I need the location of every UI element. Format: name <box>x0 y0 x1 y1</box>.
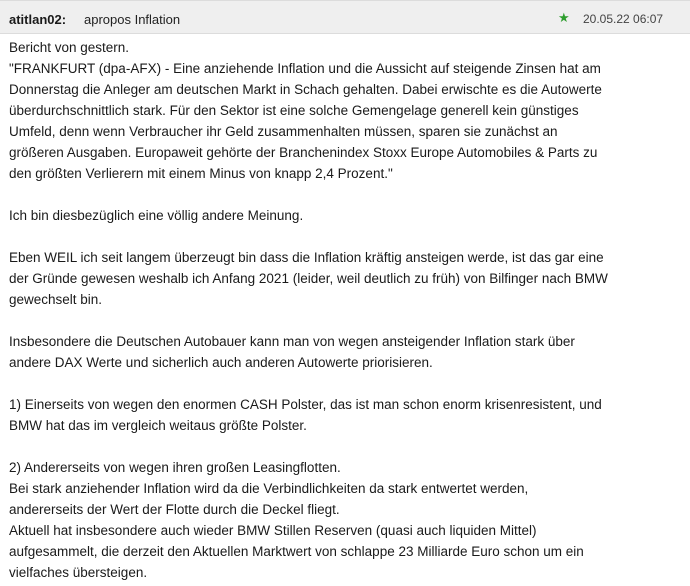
star-icon[interactable]: ★ <box>558 10 570 25</box>
post-subject[interactable]: apropos Inflation <box>84 12 181 27</box>
paragraph-spacer <box>9 226 669 247</box>
post-paragraph: 1) Einerseits von wegen den enormen CASH Polster, das ist man schon enorm krisenresistent, und BMW hat das im vergleich weitaus größte Polster. <box>9 397 602 433</box>
paragraph-spacer <box>9 373 669 394</box>
post-author[interactable]: atitlan02: <box>9 12 67 27</box>
post-header <box>0 0 690 34</box>
paragraph-spacer <box>9 184 669 205</box>
paragraph-spacer <box>9 436 669 457</box>
post-paragraph: Insbesondere die Deutschen Autobauer kann man von wegen ansteigender Inflation stark über andere DAX Werte und sicherlich auch anderen Autowerte priorisieren. <box>9 334 575 370</box>
post-timestamp[interactable]: 20.05.22 06:07 <box>583 12 664 26</box>
paragraph-spacer <box>9 310 669 331</box>
post-paragraph: 2) Andererseits von wegen ihren großen Leasingflotten. Bei stark anziehender Inflation wird da die Verbindlichkeiten da stark entwertet werden, andererseits der Wert der Flotte durch die Deckel fliegt. Aktuell hat insbesondere auch wieder BMW Stillen Reserven (quasi auch liquiden Mittel) aufgesammelt, die derzeit den Aktuellen Marktwert von schlappe 23 Milliarde Euro schon um ein vielfaches übersteigen. <box>9 460 584 580</box>
post-paragraph: Ich bin diesbezüglich eine völlig andere Meinung. <box>9 208 304 223</box>
post-paragraph: Bericht von gestern. "FRANKFURT (dpa-AFX) - Eine anziehende Inflation und die Aussicht auf steigende Zinsen hat am Donnerstag die Anleger am deutschen Markt in Schach gehalten. Dabei erwischte es die Autowerte überdurchschnittlich stark. Für den Sektor ist eine solche Gemengelage generell kein günstiges Umfeld, denn wenn Verbraucher ihr Geld zusammenhalten müssen, sparen sie zunächst an größeren Ausgaben. Europaweit gehörte der Branchenindex Stoxx Europe Automobiles & Parts zu den größten Verlierern mit einem Minus von knapp 2,4 Prozent." <box>9 40 602 181</box>
post-body <box>9 37 669 583</box>
post-paragraph: Eben WEIL ich seit langem überzeugt bin dass die Inflation kräftig ansteigen werde, ist das gar eine der Gründe gewesen weshalb ich Anfang 2021 (leider, weil deutlich zu früh) von Bilfinger nach BMW gewechselt bin. <box>9 250 608 307</box>
